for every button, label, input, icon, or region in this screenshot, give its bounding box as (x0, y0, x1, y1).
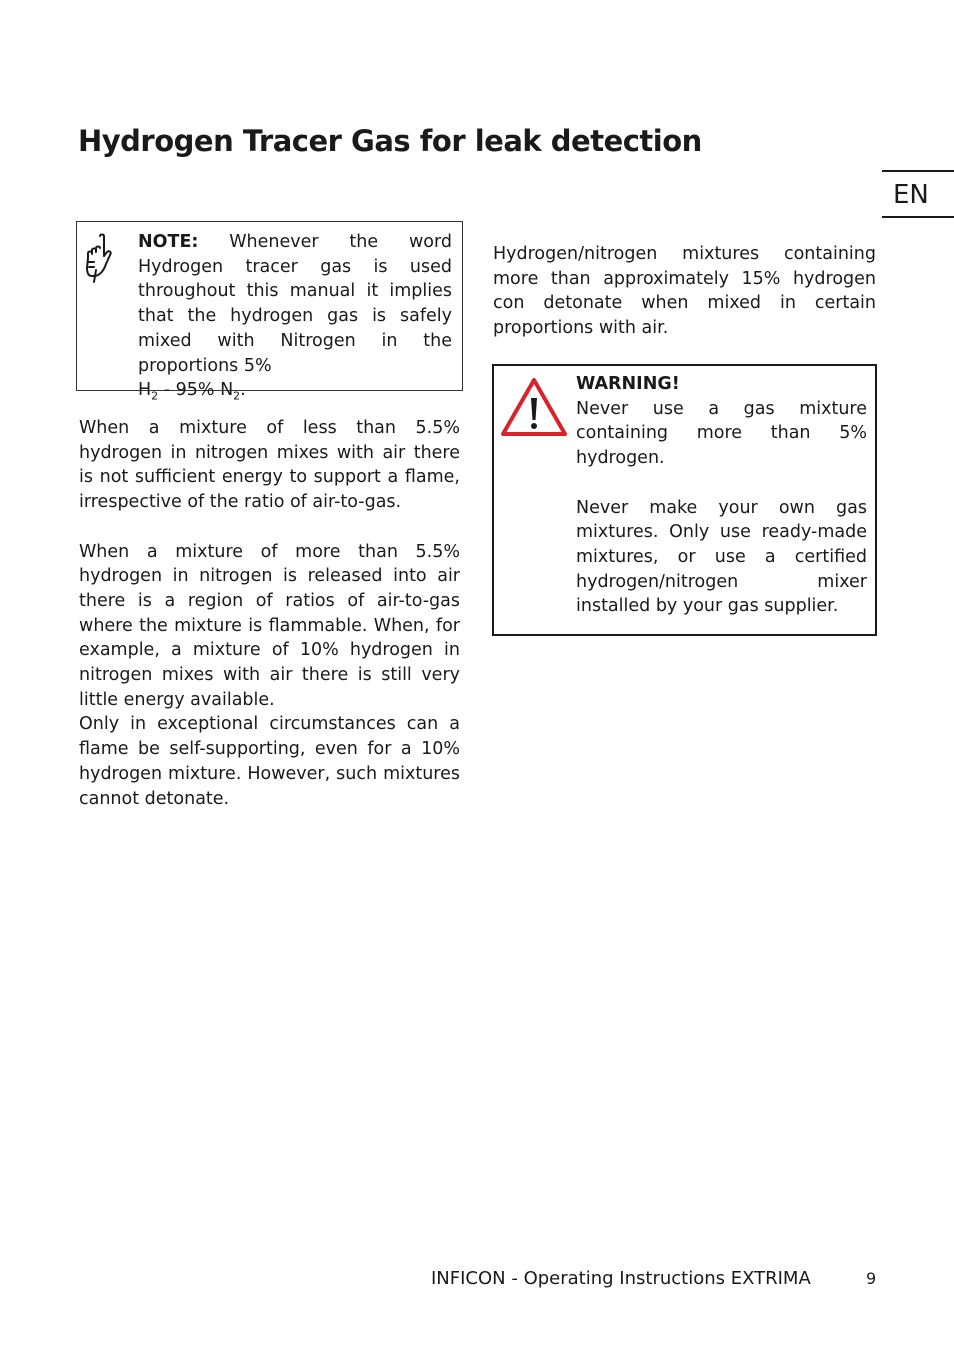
warning-title: WARNING! (576, 374, 680, 394)
note-text (138, 230, 452, 409)
warning-text (576, 372, 867, 619)
formula-h: H (138, 380, 152, 401)
left-column (79, 416, 460, 811)
formula-end: . (240, 380, 246, 401)
warning-triangle-icon (499, 376, 569, 438)
page-title: Hydrogen Tracer Gas for leak detection (78, 124, 702, 158)
formula-h-sub: 2 (151, 389, 159, 403)
paragraph-exceptional: Only in exceptional circumstances can a flame be self-supporting, even for a 10% hydrogen mixture. However, such mixtures cannot detonate. (79, 714, 460, 809)
note-box (76, 221, 463, 403)
warning-box (492, 364, 877, 636)
paragraph-high-mixture: When a mixture of more than 5.5% hydrogen in nitrogen is released into air there is a region of ratios of air-to-gas where the mixture is flammable. When, for example, a mixture of 10% hydrogen in nitrogen mixes with air there is still very little energy available. (79, 541, 460, 710)
language-tab (882, 170, 954, 218)
note-label: NOTE: (138, 232, 199, 252)
warning-paragraph-1: Never use a gas mixture containing more than 5% hydrogen. (576, 398, 867, 469)
gas-formula (138, 378, 452, 409)
footer-text: INFICON - Operating Instructions EXTRIMA (431, 1268, 811, 1289)
paragraph-low-mixture: When a mixture of less than 5.5% hydrogen in nitrogen mixes with air there is not sufficient energy to support a flame, irrespective of the ratio of air-to-gas. (79, 418, 460, 513)
page-number: 9 (866, 1269, 877, 1288)
pointing-hand-icon (82, 232, 116, 284)
formula-n-sub: 2 (233, 389, 241, 403)
formula-middle: - 95% (158, 380, 221, 401)
note-body: Whenever the word Hydrogen tracer gas is used throughout this manual it implies that the hydrogen gas is safely mixed with Nitrogen in the proportions 5% (138, 232, 452, 376)
paragraph-detonation: Hydrogen/nitrogen mixtures containing more than approximately 15% hydrogen con detonate when mixed in certain proportions with air. (493, 244, 876, 339)
language-tab-label: EN (893, 180, 929, 210)
formula-n: N (220, 380, 234, 401)
warning-paragraph-2: Never make your own gas mixtures. Only use ready-made mixtures, or use a certified hydrogen/nitrogen mixer installed by your gas supplier. (576, 497, 867, 617)
